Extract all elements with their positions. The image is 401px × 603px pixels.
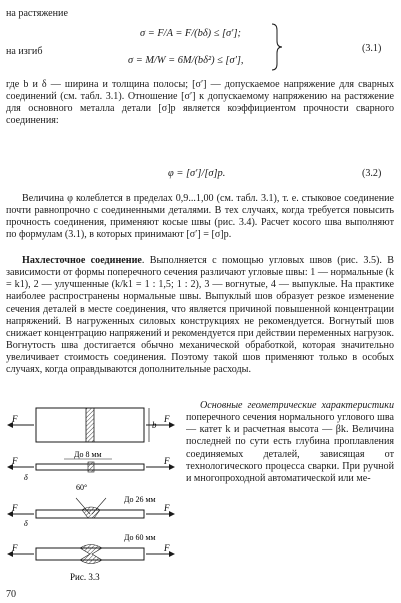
label-60mm: До 60 мм bbox=[124, 533, 156, 542]
paragraph-2: Величина φ колеблется в пределах 0,9...1,00 (см. табл. 3.1), т. е. стыковое соединение почти равнопрочно с соединенными деталями. В тех случаях, когда требуется повысить прочность соединения, применяют косые швы (рис. 3.4). Расчет косого шва выполняют по формулам (3.1), в которых принимают [σ′] = [σ]p. bbox=[6, 193, 394, 241]
paragraph-1: где b и δ — ширина и толщина полосы; [σ′] — допускаемое напряжение для сварных соединений (см. табл. 3.1). Отношение [σ′] к допускаемому напряжению на растяжение для основного металла детали [σ]p является коэффициентом прочности сварного соединения: bbox=[6, 79, 394, 127]
force-label-8: F bbox=[164, 543, 170, 553]
paragraph-3-text: . Выполняется с помощью угловых швов (рис. 3.5). В зависимости от формы поперечного сечения различают угловые швы: 1 — нормальные (k = k1), 2 — улучшенные (k/k1 = 1 : 1,5; 1 : 2), 3 — вогнутые, 4 — выпуклые. На практике наиболее распространены нормальные швы. Выпуклый шов образует резкое изменение сечения деталей в месте соединения, что является причиной повышенной концентрации напряжений. В нагруженных силовых конструкциях не рекомендуется. Вогнутый шов снижает концентрацию напряжений и рекомендуется при действии переменных нагрузок. Вогнутость шва достигается обычно механической обработкой, которая значительно увеличивает стоимость соединения. Поэтому такой шов применяют только в особых случаях, когда оправдываются дополнительные расходы. bbox=[6, 255, 394, 376]
butt-joint-section-2 bbox=[8, 483, 174, 528]
butt-joint-section-1 bbox=[8, 450, 174, 482]
eq32-formula: φ = [σ′]/[σ]p. bbox=[168, 168, 226, 179]
right-column-text bbox=[186, 400, 394, 590]
figure-caption: Рис. 3.3 bbox=[70, 572, 100, 582]
right-brace bbox=[270, 22, 284, 72]
eq31-label-tension: на растяжение bbox=[6, 8, 68, 19]
paragraph-4-text: поперечного сечения нормального углового шва — катет k и расчетная высота — βk. Величина последней по сути есть глубина проплавления соединяемых деталей, зависящая от технологического процесса сварки. При ручной и многопроходной автоматической или ме- bbox=[186, 412, 394, 484]
eq31-formula-bending: σ = M/W = 6M/(bδ²) ≤ [σ′], bbox=[128, 55, 244, 66]
heading-lap-joint: Нахлесточное соединение bbox=[22, 255, 142, 266]
angle-60: 60° bbox=[76, 483, 88, 492]
butt-joint-section-3 bbox=[8, 533, 174, 564]
force-label-4: F bbox=[164, 456, 170, 466]
eq32-number: (3.2) bbox=[362, 168, 382, 179]
force-label-7: F bbox=[12, 543, 18, 553]
figure-3-3 bbox=[4, 402, 184, 587]
label-8mm: До 8 мм bbox=[74, 450, 102, 459]
force-label-2: F bbox=[164, 414, 170, 424]
page-number: 70 bbox=[6, 589, 17, 600]
butt-joint-top-view bbox=[8, 408, 174, 442]
force-label-1: F bbox=[12, 414, 18, 424]
paragraph-3 bbox=[6, 255, 394, 400]
dim-b: b bbox=[152, 420, 157, 430]
force-label-5: F bbox=[12, 503, 18, 513]
dim-delta-2: δ bbox=[24, 519, 28, 528]
eq31-formula-tension: σ = F/A = F/(bδ) ≤ [σ′]; bbox=[140, 28, 241, 39]
eq31-label-bending: на изгиб bbox=[6, 46, 43, 57]
dim-delta-1: δ bbox=[24, 473, 28, 482]
force-label-3: F bbox=[12, 456, 18, 466]
label-26mm: До 26 мм bbox=[124, 495, 156, 504]
force-label-6: F bbox=[164, 503, 170, 513]
paragraph-4-italic: Основные геометрические характеристики bbox=[200, 400, 394, 411]
eq31-number: (3.1) bbox=[362, 43, 382, 54]
